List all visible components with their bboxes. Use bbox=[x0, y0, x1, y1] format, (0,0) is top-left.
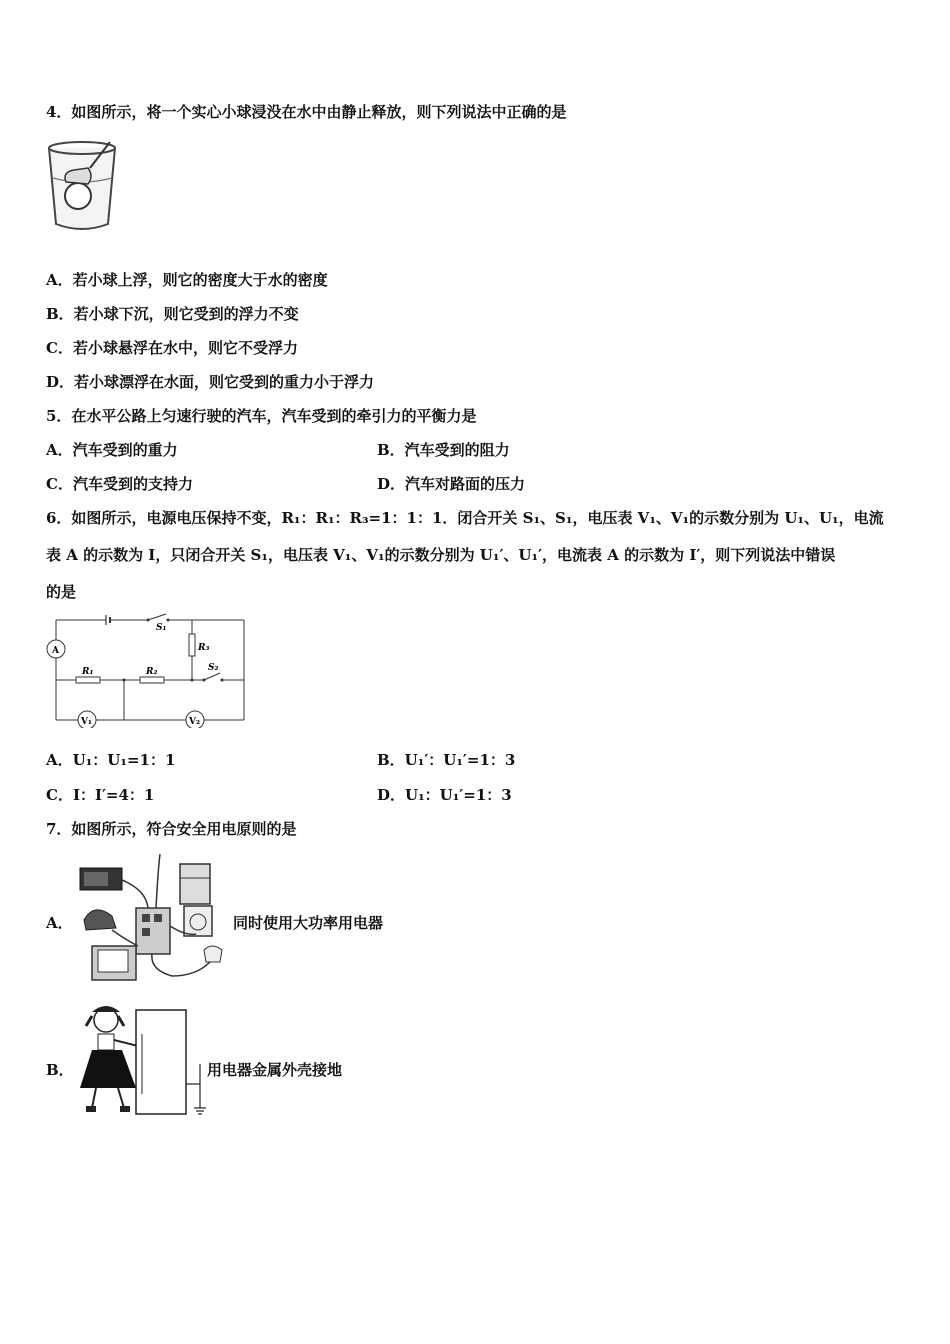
q6-option-d: D．U₁：U₁′=1：3 bbox=[377, 786, 512, 804]
q5-option-b: B．汽车受到的阻力 bbox=[377, 441, 510, 459]
q6-option-a: A．U₁：U₁=1：1 bbox=[46, 751, 176, 769]
q7-option-a-caption: 同时使用大功率用电器 bbox=[233, 914, 384, 932]
q7-option-b-figure bbox=[78, 1004, 208, 1118]
q4-option-d: D．若小球漂浮在水面，则它受到的重力小于浮力 bbox=[46, 373, 375, 391]
r2-label: R₂ bbox=[146, 667, 158, 677]
q4-option-a: A．若小球上浮，则它的密度大于水的密度 bbox=[46, 271, 328, 289]
q6-circuit-diagram bbox=[44, 612, 250, 728]
q5-option-d: D．汽车对路面的压力 bbox=[377, 475, 526, 493]
q5-option-c: C．汽车受到的支持力 bbox=[46, 475, 193, 493]
q4-option-c: C．若小球悬浮在水中，则它不受浮力 bbox=[46, 339, 298, 357]
s1-label: S₁ bbox=[156, 623, 167, 633]
q6-option-b: B．U₁′：U₁′=1：3 bbox=[377, 751, 516, 769]
q6-stem-line2: 表 A 的示数为 I，只闭合开关 S₁，电压表 V₁、V₁的示数分别为 U₁′、U₁′，电流表 A 的示数为 I′，则下列说法中错误 bbox=[46, 546, 836, 564]
q7-stem: 7．如图所示，符合安全用电原则的是 bbox=[46, 820, 297, 838]
v2-label: V₂ bbox=[189, 717, 200, 727]
q7-option-a-figure bbox=[76, 850, 236, 986]
v1-label: V₁ bbox=[81, 717, 92, 727]
q7-option-b-caption: 用电器金属外壳接地 bbox=[207, 1061, 343, 1079]
q5-option-a: A．汽车受到的重力 bbox=[46, 441, 178, 459]
s2-label: S₂ bbox=[208, 663, 219, 673]
q6-stem-line3: 的是 bbox=[46, 583, 77, 601]
q4-stem: 4．如图所示，将一个实心小球浸没在水中由静止释放，则下列说法中正确的是 bbox=[46, 103, 567, 121]
q5-stem: 5．在水平公路上匀速行驶的汽车，汽车受到的牵引力的平衡力是 bbox=[46, 407, 477, 425]
q6-stem-line1: 6．如图所示，电源电压保持不变，R₁：R₁：R₃=1：1：1．闭合开关 S₁、S₁，电压表 V₁、V₁的示数分别为 U₁、U₁，电流 bbox=[46, 509, 884, 527]
q4-option-b: B．若小球下沉，则它受到的浮力不变 bbox=[46, 305, 299, 323]
r3-label: R₃ bbox=[198, 643, 210, 653]
q4-glass-figure bbox=[44, 138, 120, 234]
q6-option-c: C．I：I′=4：1 bbox=[46, 786, 155, 804]
r1-label: R₁ bbox=[82, 667, 94, 677]
q7-option-b-label: B． bbox=[46, 1061, 74, 1079]
q7-option-a-label: A． bbox=[46, 914, 73, 932]
ammeter-label: A bbox=[52, 646, 59, 656]
